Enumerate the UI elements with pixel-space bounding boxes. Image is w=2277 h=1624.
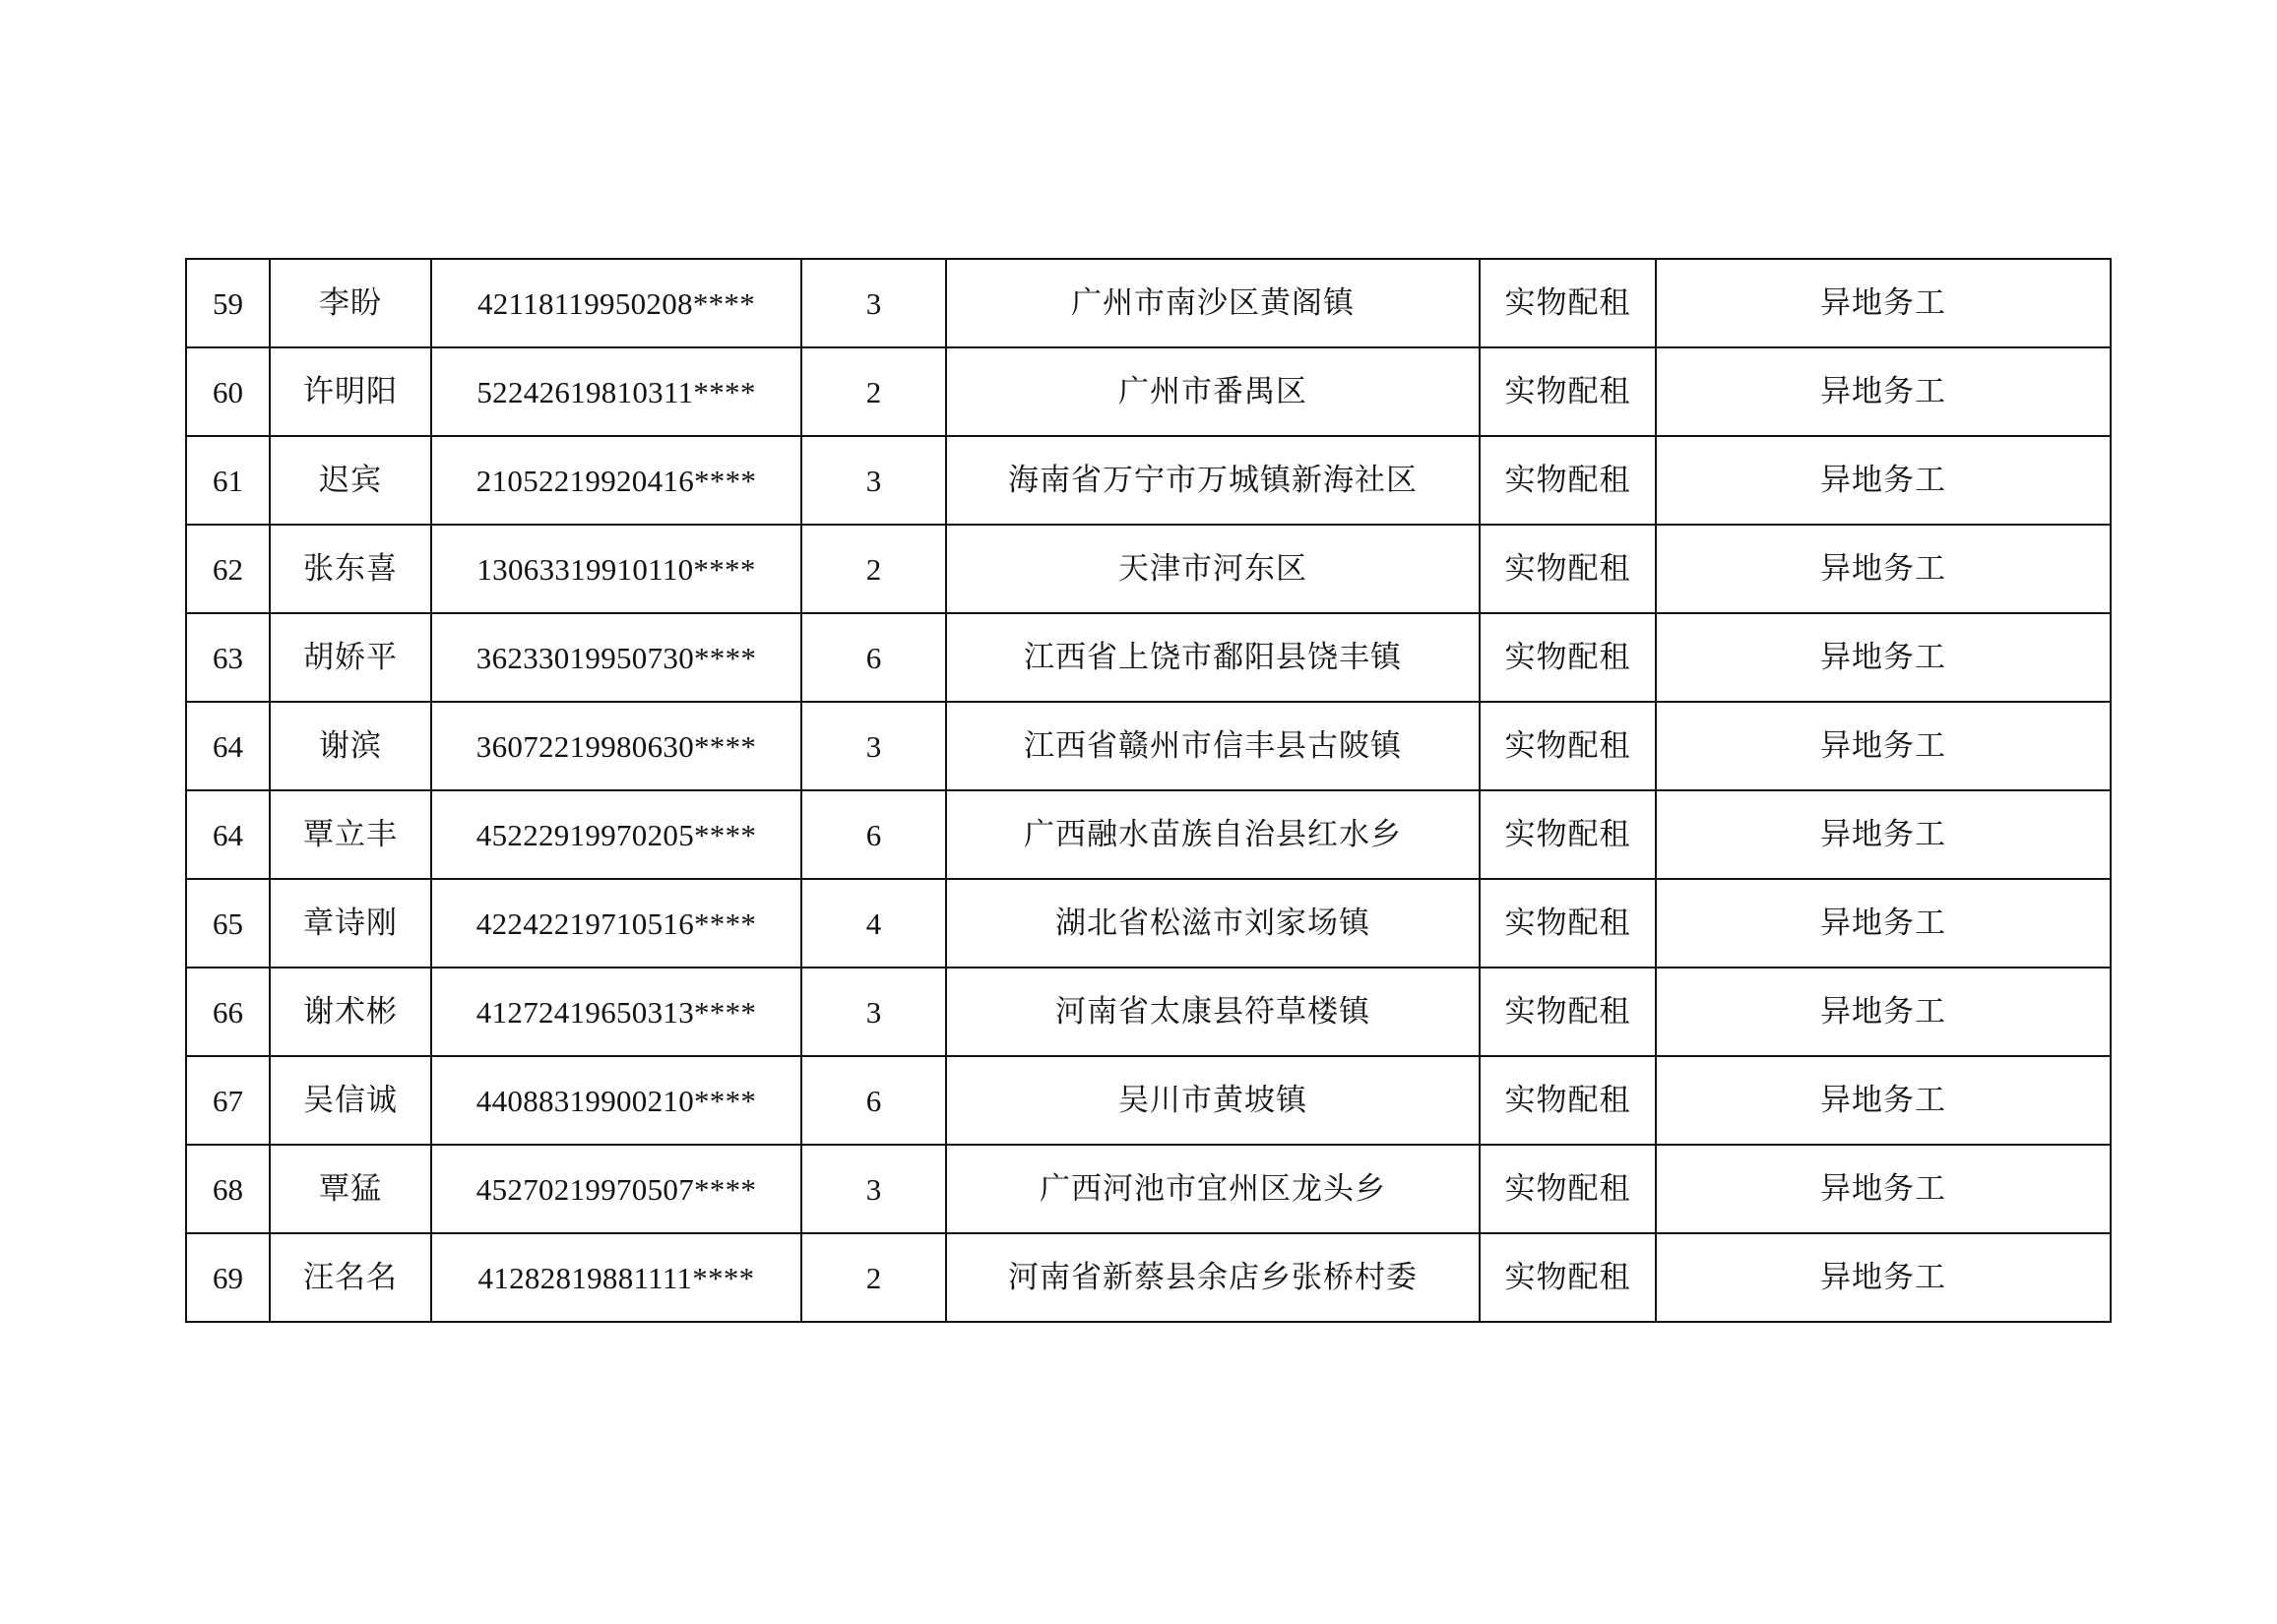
- row-number-cell: 61: [186, 436, 270, 525]
- household-count-cell: 3: [801, 702, 946, 790]
- table-row: [186, 702, 2111, 790]
- reason-cell: 异地务工: [1656, 702, 2111, 790]
- table-row: [186, 879, 2111, 968]
- row-number-cell: 64: [186, 790, 270, 879]
- row-number-cell: 67: [186, 1056, 270, 1145]
- table-row: [186, 968, 2111, 1056]
- reason-cell: 异地务工: [1656, 968, 2111, 1056]
- housing-type-cell: 实物配租: [1480, 1056, 1656, 1145]
- address-cell: 广西河池市宜州区龙头乡: [946, 1145, 1480, 1233]
- table-row: [186, 347, 2111, 436]
- housing-type-cell: 实物配租: [1480, 879, 1656, 968]
- household-count-cell: 2: [801, 525, 946, 613]
- address-cell: 广州市南沙区黄阁镇: [946, 259, 1480, 347]
- row-number-cell: 64: [186, 702, 270, 790]
- reason-cell: 异地务工: [1656, 613, 2111, 702]
- housing-type-cell: 实物配租: [1480, 613, 1656, 702]
- name-cell: 汪名名: [270, 1233, 431, 1322]
- name-cell: 覃立丰: [270, 790, 431, 879]
- row-number-cell: 65: [186, 879, 270, 968]
- table-row: [186, 436, 2111, 525]
- address-cell: 广州市番禺区: [946, 347, 1480, 436]
- id-number-cell: 42118119950208****: [431, 259, 801, 347]
- id-number-cell: 42242219710516****: [431, 879, 801, 968]
- housing-type-cell: 实物配租: [1480, 525, 1656, 613]
- id-number-cell: 41272419650313****: [431, 968, 801, 1056]
- household-count-cell: 4: [801, 879, 946, 968]
- name-cell: 张东喜: [270, 525, 431, 613]
- name-cell: 覃猛: [270, 1145, 431, 1233]
- household-count-cell: 6: [801, 790, 946, 879]
- table-row: [186, 1233, 2111, 1322]
- row-number-cell: 68: [186, 1145, 270, 1233]
- housing-type-cell: 实物配租: [1480, 436, 1656, 525]
- housing-type-cell: 实物配租: [1480, 1145, 1656, 1233]
- household-count-cell: 3: [801, 968, 946, 1056]
- address-cell: 江西省赣州市信丰县古陂镇: [946, 702, 1480, 790]
- name-cell: 谢滨: [270, 702, 431, 790]
- household-count-cell: 2: [801, 1233, 946, 1322]
- address-cell: 海南省万宁市万城镇新海社区: [946, 436, 1480, 525]
- reason-cell: 异地务工: [1656, 1233, 2111, 1322]
- name-cell: 吴信诚: [270, 1056, 431, 1145]
- reason-cell: 异地务工: [1656, 436, 2111, 525]
- row-number-cell: 59: [186, 259, 270, 347]
- row-number-cell: 69: [186, 1233, 270, 1322]
- id-number-cell: 21052219920416****: [431, 436, 801, 525]
- address-cell: 广西融水苗族自治县红水乡: [946, 790, 1480, 879]
- name-cell: 迟宾: [270, 436, 431, 525]
- household-count-cell: 3: [801, 1145, 946, 1233]
- table-row: [186, 525, 2111, 613]
- name-cell: 谢术彬: [270, 968, 431, 1056]
- housing-type-cell: 实物配租: [1480, 259, 1656, 347]
- id-number-cell: 13063319910110****: [431, 525, 801, 613]
- reason-cell: 异地务工: [1656, 525, 2111, 613]
- household-count-cell: 2: [801, 347, 946, 436]
- row-number-cell: 63: [186, 613, 270, 702]
- address-cell: 天津市河东区: [946, 525, 1480, 613]
- table-row: [186, 790, 2111, 879]
- address-cell: 河南省太康县符草楼镇: [946, 968, 1480, 1056]
- row-number-cell: 62: [186, 525, 270, 613]
- table-body: [186, 259, 2111, 1322]
- address-cell: 吴川市黄坡镇: [946, 1056, 1480, 1145]
- reason-cell: 异地务工: [1656, 1056, 2111, 1145]
- name-cell: 胡娇平: [270, 613, 431, 702]
- id-number-cell: 36233019950730****: [431, 613, 801, 702]
- address-cell: 湖北省松滋市刘家场镇: [946, 879, 1480, 968]
- household-count-cell: 6: [801, 613, 946, 702]
- reason-cell: 异地务工: [1656, 347, 2111, 436]
- id-number-cell: 36072219980630****: [431, 702, 801, 790]
- reason-cell: 异地务工: [1656, 259, 2111, 347]
- reason-cell: 异地务工: [1656, 879, 2111, 968]
- row-number-cell: 60: [186, 347, 270, 436]
- id-number-cell: 45222919970205****: [431, 790, 801, 879]
- id-number-cell: 41282819881111****: [431, 1233, 801, 1322]
- table-row: [186, 1056, 2111, 1145]
- household-count-cell: 3: [801, 259, 946, 347]
- table-row: [186, 259, 2111, 347]
- housing-type-cell: 实物配租: [1480, 1233, 1656, 1322]
- row-number-cell: 66: [186, 968, 270, 1056]
- housing-type-cell: 实物配租: [1480, 790, 1656, 879]
- household-count-cell: 6: [801, 1056, 946, 1145]
- housing-type-cell: 实物配租: [1480, 968, 1656, 1056]
- name-cell: 许明阳: [270, 347, 431, 436]
- housing-type-cell: 实物配租: [1480, 702, 1656, 790]
- id-number-cell: 44088319900210****: [431, 1056, 801, 1145]
- table-row: [186, 1145, 2111, 1233]
- name-cell: 章诗刚: [270, 879, 431, 968]
- table-row: [186, 613, 2111, 702]
- id-number-cell: 52242619810311****: [431, 347, 801, 436]
- household-count-cell: 3: [801, 436, 946, 525]
- housing-type-cell: 实物配租: [1480, 347, 1656, 436]
- address-cell: 江西省上饶市鄱阳县饶丰镇: [946, 613, 1480, 702]
- reason-cell: 异地务工: [1656, 790, 2111, 879]
- address-cell: 河南省新蔡县余店乡张桥村委: [946, 1233, 1480, 1322]
- id-number-cell: 45270219970507****: [431, 1145, 801, 1233]
- applicant-table: [185, 258, 2112, 1323]
- reason-cell: 异地务工: [1656, 1145, 2111, 1233]
- name-cell: 李盼: [270, 259, 431, 347]
